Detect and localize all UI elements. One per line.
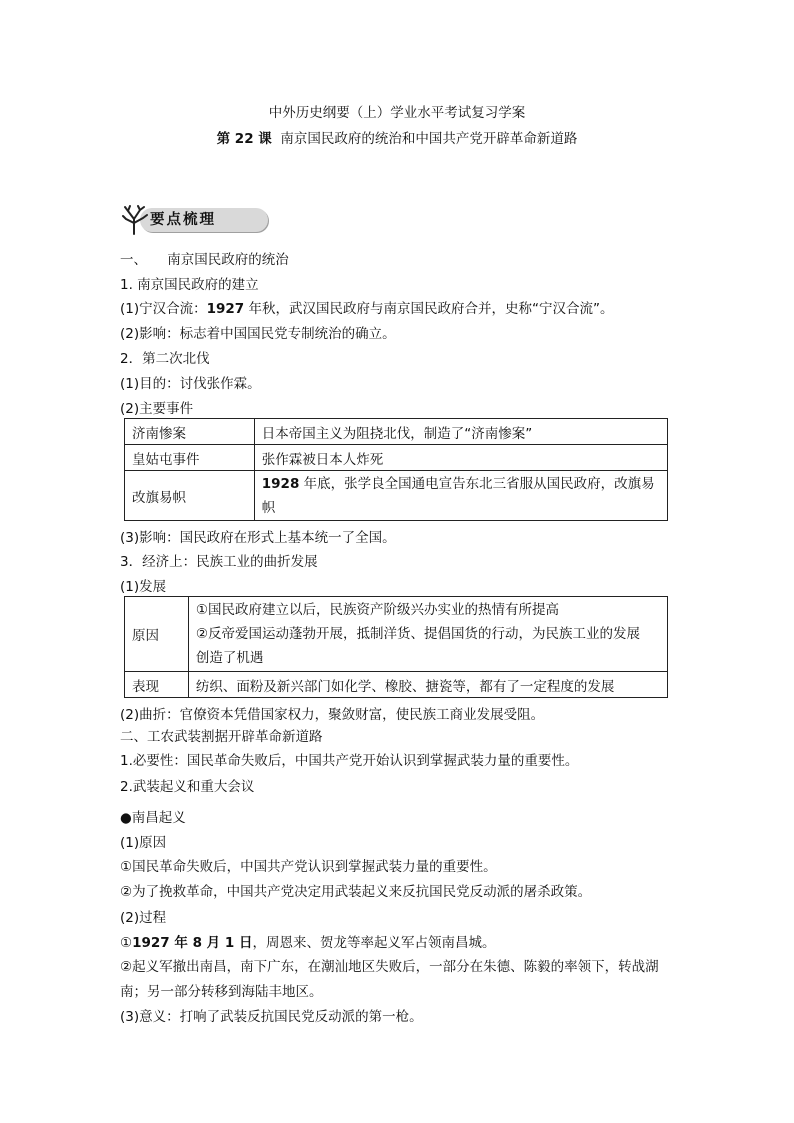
table-row [125,419,668,445]
table-cell: 改旗易帜 [125,471,255,521]
paragraph: (3)意义：打响了武装反抗国民党反动派的第一枪。 [120,1009,423,1025]
paragraph: (1)宁汉合流：1927 年秋，武汉国民政府与南京国民政府合并，史称“宁汉合流”。 [120,301,614,317]
paragraph: (2)影响：标志着中国国民党专制统治的确立。 [120,326,396,342]
table-cell: 日本帝国主义为阻挠北伐，制造了“济南惨案” [254,419,667,445]
paragraph: 南；另一部分转移到海陆丰地区。 [120,984,323,1000]
paragraph: 1.必要性：国民革命失败后，中国共产党开始认识到掌握武装力量的重要性。 [120,753,579,769]
part1-heading: 一、 南京国民政府的统治 [120,252,289,268]
development-table [124,596,668,698]
lesson-title-line [0,127,794,147]
paragraph: (1)目的：讨伐张作霖。 [120,376,261,392]
table-cell: 皇姑屯事件 [125,445,255,471]
paragraph: ②起义军撤出南昌，南下广东，在潮汕地区失败后，一部分在朱德、陈毅的率领下，转战湖 [120,959,659,975]
paragraph: ①1927 年 8 月 1 日，周恩来、贺龙等率起义军占领南昌城。 [120,935,496,951]
table-row [125,597,668,672]
table-row [125,672,668,698]
paragraph: ①国民革命失败后，中国共产党认识到掌握武装力量的重要性。 [120,859,497,875]
paragraph: (2)过程 [120,910,167,926]
paragraph: (2)主要事件 [120,401,194,417]
section-badge-label: 要点梳理 [150,212,216,228]
paragraph: (1)发展 [120,579,167,595]
document-title: 中外历史纲要（上）学业水平考试复习学案 [268,105,526,121]
sub-heading: 2．第二次北伐 [120,351,210,367]
table-cell: ①国民政府建立以后，民族资产阶级兴办实业的热情有所提高 ②反帝爱国运动蓬勃开展，抵制洋货、提倡国货的行动，为民族工业的发展 创造了机遇 [188,597,667,672]
paragraph: (3)影响：国民政府在形式上基本统一了全国。 [120,530,396,546]
part2-heading: 二、工农武装割据开辟革命新道路 [120,729,323,745]
tree-icon [120,205,150,235]
paragraph: (1)原因 [120,835,167,851]
sub-heading: 1. 南京国民政府的建立 [120,277,259,293]
table-cell: 1928 年底，张学良全国通电宣告东北三省服从国民政府，改旗易 帜 [254,471,667,521]
table-cell: 表现 [125,672,189,698]
bullet-heading: ●南昌起义 [120,810,186,826]
sub-heading: 3．经济上：民族工业的曲折发展 [120,554,318,570]
paragraph: (2)曲折：官僚资本凭借国家权力，聚敛财富，使民族工商业发展受阻。 [120,707,545,723]
table-row [125,445,668,471]
section-badge [120,205,272,235]
table-cell: 纺织、面粉及新兴部门如化学、橡胶、搪瓷等，都有了一定程度的发展 [188,672,667,698]
lesson-title: 南京国民政府的统治和中国共产党开辟革命新道路 [280,131,578,147]
table-cell: 原因 [125,597,189,672]
table-cell: 张作霖被日本人炸死 [254,445,667,471]
events-table [124,418,668,521]
paragraph: ②为了挽救革命，中国共产党决定用武装起义来反抗国民党反动派的屠杀政策。 [120,884,592,900]
lesson-number: 第 22 课 [216,131,272,147]
table-cell: 济南惨案 [125,419,255,445]
table-row [125,471,668,521]
sub-heading: 2.武装起义和重大会议 [120,779,255,795]
